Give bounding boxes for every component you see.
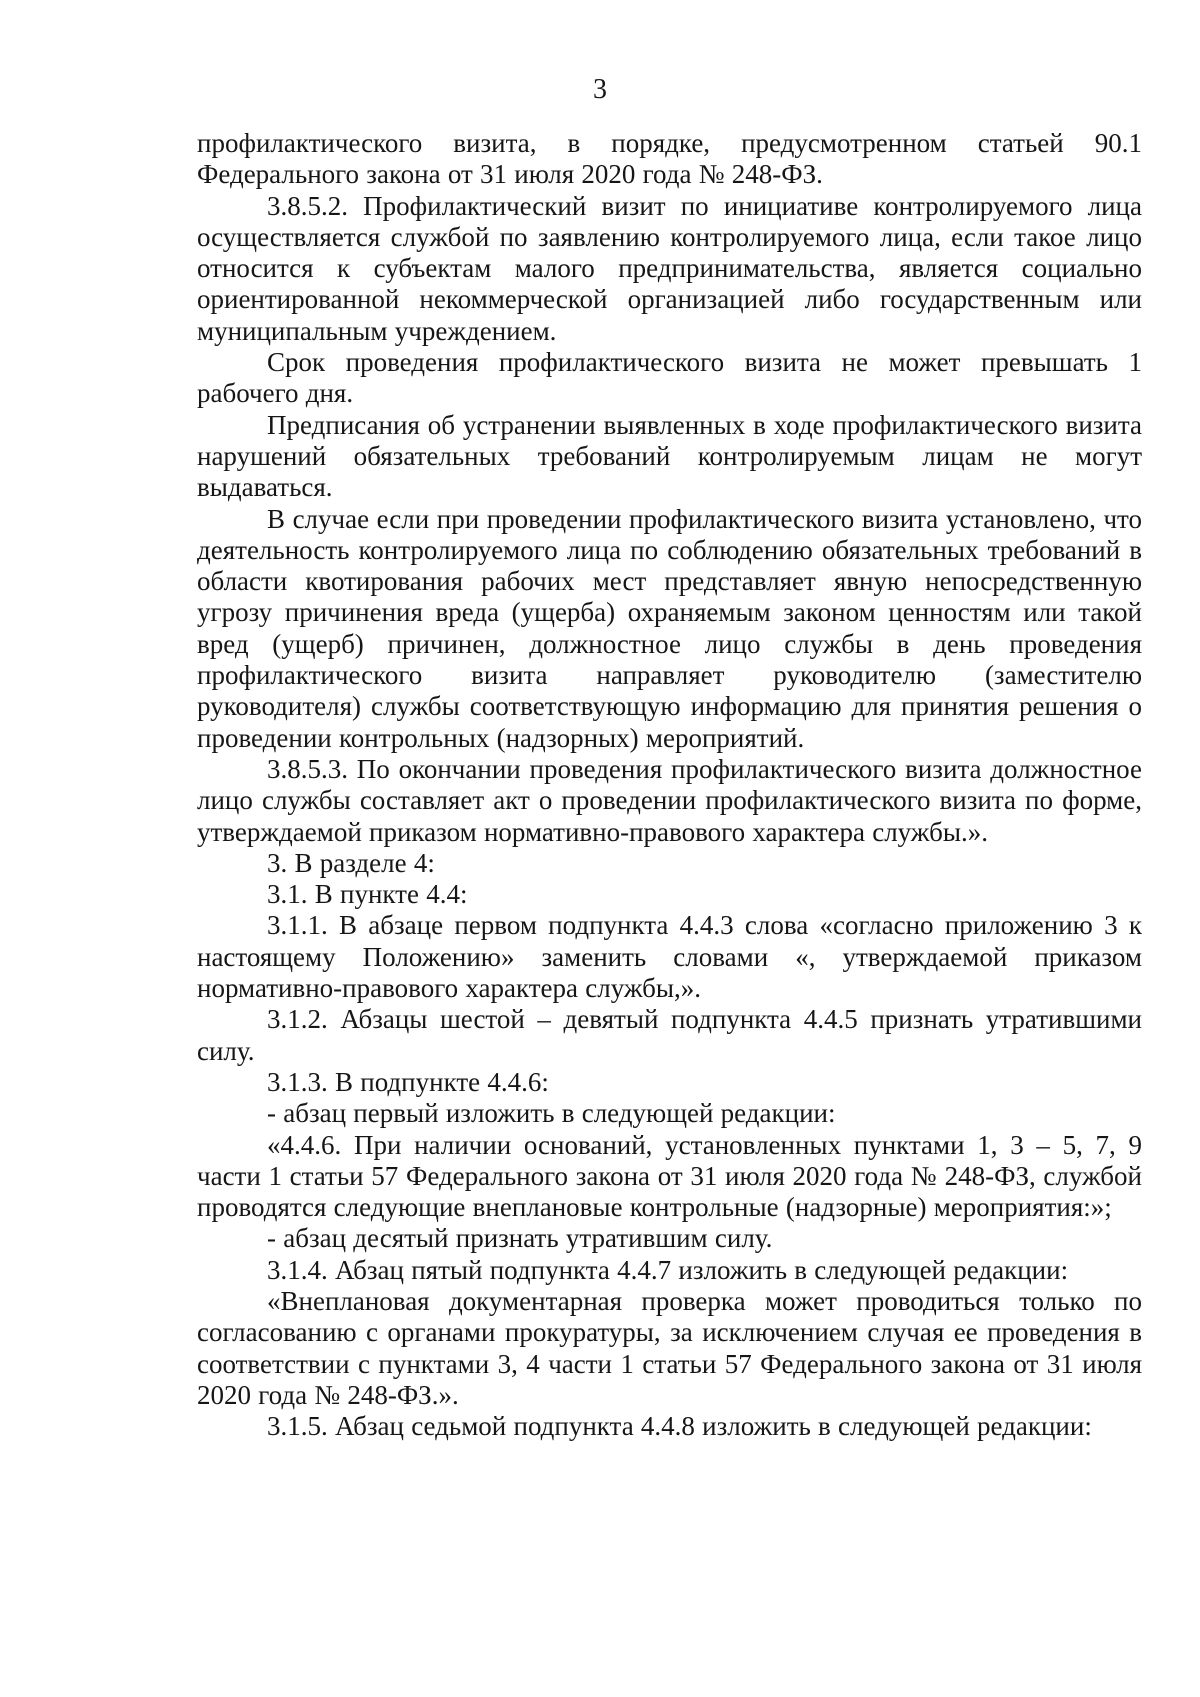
page-number: 3	[593, 74, 607, 105]
paragraph-tenth-abzac: - абзац десятый признать утратившим силу.	[267, 1223, 773, 1254]
document-body	[197, 128, 1142, 1442]
paragraph-3-1-5: 3.1.5. Абзац седьмой подпункта 4.4.8 изложить в следующей редакции:	[267, 1411, 1092, 1442]
paragraph-documentary-check-quote: «Внеплановая документарная проверка может проводиться только по согласованию с органами прокуратуры, за исключением случая ее проведения в соответствии с пунктами 3, 4 части 1 статьи 57 Федерального закона от 31 июля 2020 года № 248-ФЗ.».	[197, 1285, 1142, 1410]
paragraph-3-1: 3.1. В пункте 4.4:	[267, 879, 468, 910]
paragraph-section-4: 3. В разделе 4:	[267, 847, 435, 878]
paragraph-visit-duration: Срок проведения профилактического визита не может превышать 1 рабочего дня.	[197, 347, 1142, 409]
paragraph-3-1-4: 3.1.4. Абзац пятый подпункта 4.4.7 изложить в следующей редакции:	[267, 1254, 1069, 1285]
paragraph-prescriptions: Предписания об устранении выявленных в ходе профилактического визита нарушений обязательных требований контролируемым лицам не могут выдаваться.	[197, 409, 1142, 503]
paragraph-3-1-1: 3.1.1. В абзаце первом подпункта 4.4.3 слова «согласно приложению 3 к настоящему Положению» заменить словами «, утверждаемой приказом нормативно-правового характера службы,».	[197, 910, 1142, 1004]
paragraph-3-8-5-2: 3.8.5.2. Профилактический визит по инициативе контролируемого лица осуществляется службой по заявлению контролируемого лица, если такое лицо относится к субъектам малого предпринимательства, является социально ориентированной некоммерческой организацией либо государственным или муниципальным учреждением.	[197, 190, 1142, 346]
paragraph-threat-case: В случае если при проведении профилактического визита установлено, что деятельность контролируемого лица по соблюдению обязательных требований в области квотирования рабочих мест представляет явную непосредственную угрозу причинения вреда (ущерба) охраняемым законом ценностям или такой вред (ущерб) причинен, должностное лицо службы в день проведения профилактического визита направляет руководителю (заместителю руководителя) службы соответствующую информацию для принятия решения о проведении контрольных (надзорных) мероприятий.	[197, 503, 1142, 753]
paragraph-continuation: профилактического визита, в порядке, предусмотренном статьей 90.1 Федерального закона от 31 июля 2020 года № 248-ФЗ.	[197, 128, 1142, 190]
paragraph-3-1-3: 3.1.3. В подпункте 4.4.6:	[267, 1066, 549, 1097]
paragraph-3-1-2: 3.1.2. Абзацы шестой – девятый подпункта 4.4.5 признать утратившими силу.	[197, 1004, 1142, 1066]
paragraph-first-abzac: - абзац первый изложить в следующей редакции:	[267, 1098, 836, 1129]
paragraph-4-4-6-quote: «4.4.6. При наличии оснований, установленных пунктами 1, 3 – 5, 7, 9 части 1 статьи 57 Федерального закона от 31 июля 2020 года № 248-ФЗ, службой проводятся следующие внеплановые контрольные (надзорные) мероприятия:»;	[197, 1129, 1142, 1223]
paragraph-3-8-5-3: 3.8.5.3. По окончании проведения профилактического визита должностное лицо службы составляет акт о проведении профилактического визита по форме, утверждаемой приказом нормативно-правового характера службы.».	[197, 753, 1142, 847]
